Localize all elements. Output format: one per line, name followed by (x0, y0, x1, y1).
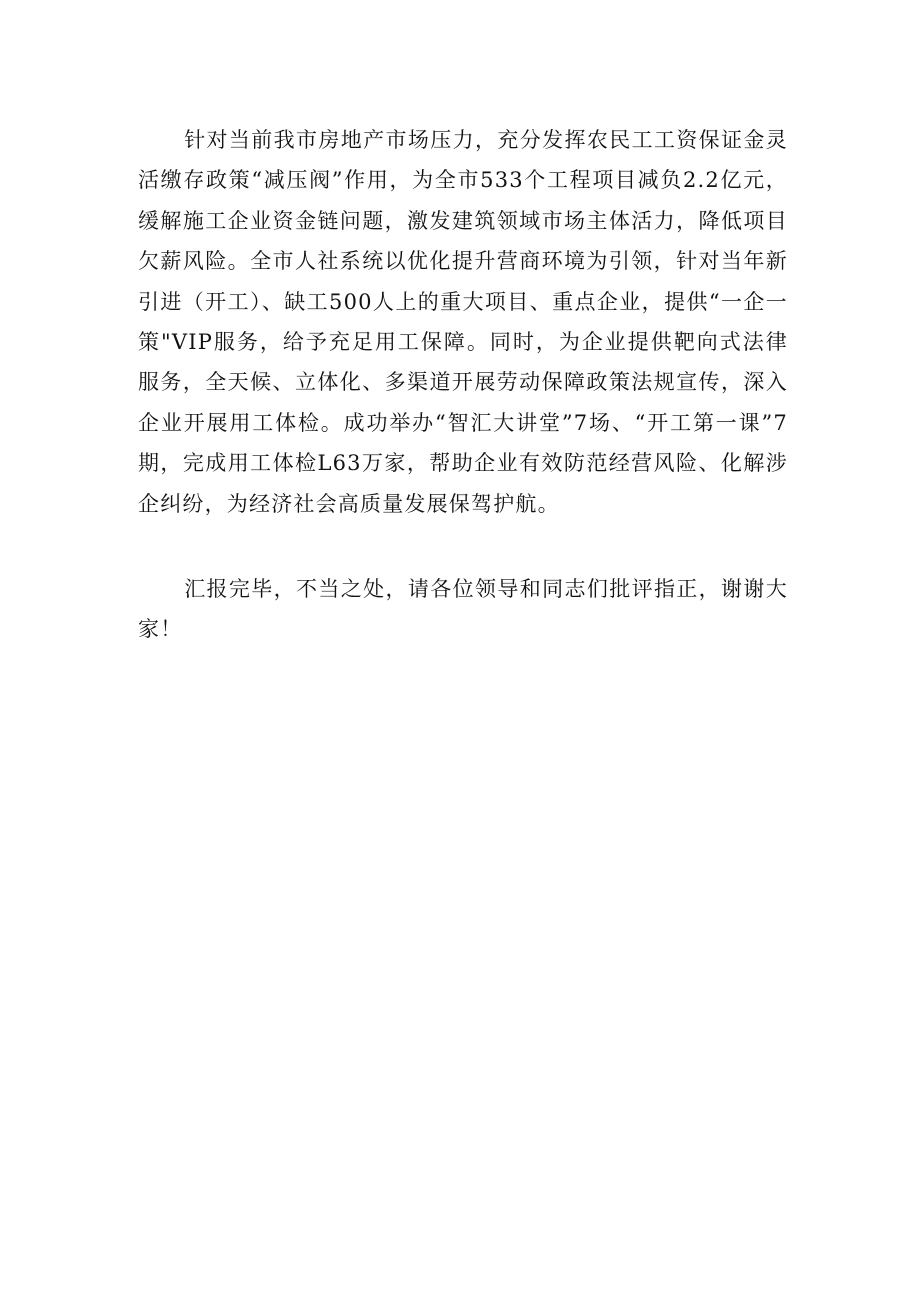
body-paragraph-policy-measures: 针对当前我市房地产市场压力，充分发挥农民工工资保证金灵活缴存政策“减压阀”作用，为全市533个工程项目减负2.2亿元，缓解施工企业资金链问题，激发建筑领域市场主体活力，降低项目欠薪风险。全市人社系统以优化提升营商环境为引领，针对当年新引进（开工）、缺工500人上的重大项目、重点企业，提供“一企一策"VIP服务，给予充足用工保障。同时，为企业提供靶向式法律服务，全天候、立体化、多渠道开展劳动保障政策法规宣传，深入企业开展用工体检。成功举办“智汇大讲堂”7场、“开工第一课”7期，完成用工体检L63万家，帮助企业有效防范经营风险、化解涉企纠纷，为经济社会高质量发展保驾护航。 (138, 128, 788, 516)
document-body (138, 120, 788, 650)
closing-paragraph: 汇报完毕，不当之处，请各位领导和同志们批评指正，谢谢大家！ (138, 577, 788, 642)
